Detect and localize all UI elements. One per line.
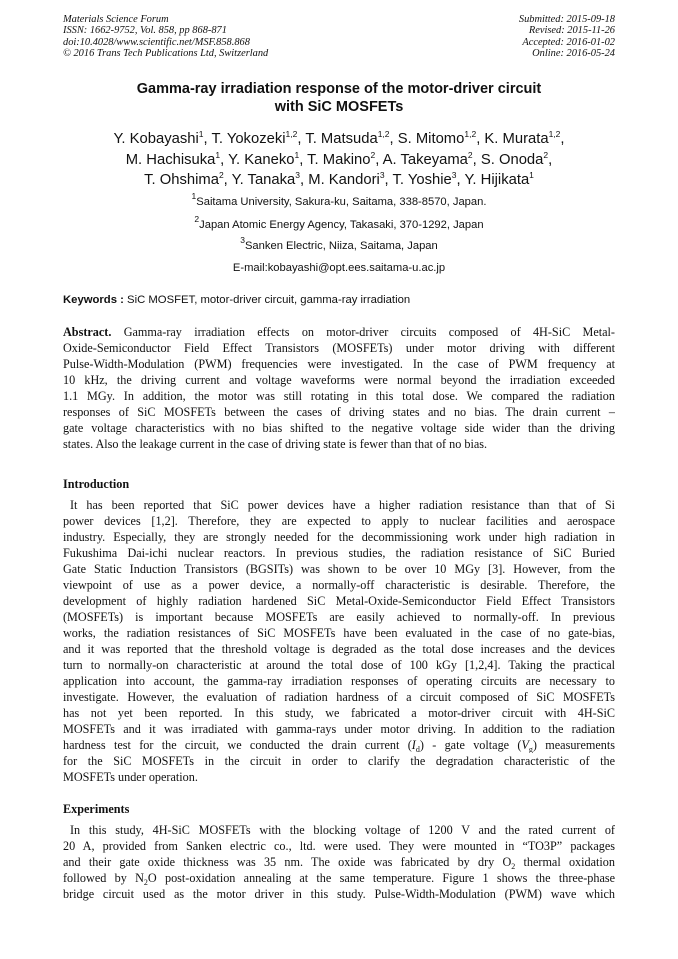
author-affiliation-mark: 3	[451, 170, 457, 180]
introduction-line: development of highly radiation hardened SiC Metal-Oxide-Semiconductor Field Effect Transistors	[63, 594, 615, 608]
abstract-label: Abstract.	[63, 325, 112, 339]
dates-info	[519, 14, 615, 60]
experiments-text: thermal oxidation	[515, 855, 615, 869]
affiliation-1	[40, 191, 638, 209]
author: S. Mitomo	[397, 131, 465, 147]
introduction-line: viewpoint of use as a power device, a normally-off characteristic is desirable. Therefore, the	[63, 578, 615, 592]
abstract-line	[63, 324, 615, 340]
author-affiliation-mark: 1,2	[377, 129, 390, 139]
introduction-line: and it was reported that the threshold voltage is degraded as the total dose increases and the devices	[63, 642, 615, 656]
introduction-line: Gate Static Induction Transistors (BGSITs) was shown to be over 10 MGy [3]. However, from the	[63, 562, 615, 576]
introduction-line: MOSFETs under operation.	[63, 770, 198, 784]
experiments-line	[63, 870, 615, 886]
keywords-text: SiC MOSFET, motor-driver circuit, gamma-ray irradiation	[123, 294, 411, 306]
author-line-3: T. Ohshima$^2$, Y. Tanaka$^3$, M. Kandori$^3$, T. Yoshie$^3$, Y. Hijikata$^1$	[144, 170, 534, 188]
revised-date: Revised: 2015-11-26	[528, 25, 615, 37]
introduction-line: It has been reported that SiC power devices have a higher radiation resistance than that of Si	[70, 498, 615, 512]
affiliation-3	[40, 235, 638, 253]
author-line-1: Y. Kobayashi$^1$, T. Yokozeki$^{1,2}$, T. Matsuda$^{1,2}$, S. Mitomo$^{1,2}$, K. Murata$^{1,2}$,	[113, 129, 565, 147]
author-affiliation-mark: 1	[215, 149, 221, 160]
abstract-line: states. Also the leakage current in the case of driving state is fewer than that of no bias.	[63, 437, 488, 451]
author: Y. Tanaka	[231, 172, 296, 188]
author-affiliation-mark: 2	[370, 149, 376, 160]
nitrogen-subscript: 2	[143, 878, 148, 886]
introduction-line: has not yet been reported. In this study, we fabricated a motor-driver circuit with 4H-SiC	[63, 706, 615, 720]
author: Y. Hijikata	[464, 172, 530, 188]
author-affiliation-mark: 2	[467, 149, 473, 160]
author: T. Matsuda	[305, 131, 378, 147]
abstract-text: Gamma-ray irradiation effects on motor-driver circuits composed of 4H-SiC Metal-	[111, 325, 615, 339]
issn-line: ISSN: 1662-9752, Vol. 858, pp 868-871	[63, 25, 227, 37]
experiments-text: followed by N	[63, 871, 144, 885]
author: Y. Kobayashi	[113, 131, 199, 147]
author: Y. Kaneko	[228, 151, 295, 168]
online-date: Online: 2016-05-24	[532, 48, 615, 60]
author-affiliation-mark: 1	[529, 170, 534, 180]
introduction-text: ) - gate voltage (	[419, 738, 522, 752]
author-affiliation-mark: 3	[379, 170, 385, 180]
author-affiliation-mark: 1,2	[548, 129, 561, 139]
introduction-line	[63, 737, 615, 753]
author-affiliation-mark: 1,2	[285, 129, 298, 139]
abstract-line: gate voltage characteristics with no bias shifted to the negative voltage side wider than the driving	[63, 421, 615, 435]
journal-info	[63, 14, 268, 60]
title-line-1: Gamma-ray irradiation response of the motor-driver circuit	[136, 81, 542, 97]
introduction-line: MOSFETs and it was irradiated with gamma-rays under motor driving. In addition to the radiation	[63, 722, 615, 736]
author-affiliation-mark: 1	[198, 129, 204, 139]
author: T. Yoshie	[392, 172, 452, 188]
introduction-text: ) measurements	[532, 738, 615, 752]
keywords-label: Keywords :	[63, 294, 124, 306]
experiments-heading: Experiments	[63, 802, 130, 816]
author-affiliation-mark: 2	[218, 170, 224, 180]
introduction-line: power devices [1,2]. Therefore, they are expected to apply to nuclear facilities and aerospace	[63, 514, 615, 528]
introduction-line: turn to normally-on characteristic at around the total dose of 100 kGy [1,2,4]. Taking the practical	[63, 658, 615, 672]
abstract-line: 1.1 MGy. In addition, the motor was still rotating in this total dose. We compared the radiation	[63, 389, 615, 403]
author-line-2: M. Hachisuka$^1$, Y. Kaneko$^1$, T. Makino$^2$, A. Takeyama$^2$, S. Onoda$^2$,	[125, 149, 553, 168]
contact-email[interactable]: E-mail:kobayashi@opt.ees.saitama-u.ac.jp	[232, 262, 446, 274]
author-list	[30, 129, 648, 191]
abstract-line: 10 kHz, the driving current and voltage waveforms were normal beyond the irradiation exceeded	[63, 373, 615, 387]
accepted-date: Accepted: 2016-01-02	[522, 36, 615, 48]
abstract-line: responses of SiC MOSFETs between the cases of driving states and no bias. The drain current –	[63, 405, 615, 419]
affiliation-text: Japan Atomic Energy Agency, Takasaki, 370-1292, Japan	[199, 219, 484, 231]
title-line-2: with SiC MOSFETs	[274, 99, 404, 115]
introduction-line: Fukushima Dai-ichi nuclear reactors. In previous studies, the radiation resistance of SiC Buried	[63, 546, 615, 560]
author: A. Takeyama	[382, 151, 468, 168]
author: M. Kandori	[308, 172, 380, 188]
author-affiliation-mark: 1,2	[464, 129, 477, 139]
introduction-heading: Introduction	[63, 477, 130, 491]
introduction-line: application into account, the gamma-ray irradiation responses of operating circuits are necessary to	[63, 674, 615, 688]
drain-current-symbol: I	[411, 738, 416, 752]
keywords	[63, 293, 410, 307]
introduction-line: (MOSFETs) is important because MOSFETs are easily achieved to normally-off. In previous	[63, 610, 615, 624]
author-affiliation-mark: 2	[543, 149, 549, 160]
introduction-section	[63, 497, 615, 785]
experiments-line: 20 A, provided from Sanken electric co., ltd. were used. They were mounted in “TO3P” packages	[63, 839, 615, 853]
doi-line: doi:10.4028/www.scientific.net/MSF.858.868	[63, 36, 250, 48]
abstract-line: Oxide-Semiconductor Field Effect Transistors (MOSFETs) under motor driving with different	[63, 341, 615, 355]
journal-name: Materials Science Forum	[63, 14, 169, 25]
author: T. Makino	[307, 151, 371, 168]
introduction-line: for the SiC MOSFETs in the circuit in order to clarify the degradation characteristic of the	[63, 754, 615, 768]
experiments-text: and their gate oxide thickness was 35 nm. The oxide was fabricated by dry O	[63, 855, 512, 869]
oxygen-subscript: 2	[511, 862, 516, 870]
gate-voltage-subscript: g	[528, 745, 533, 753]
experiments-section	[63, 822, 615, 902]
experiments-line: In this study, 4H-SiC MOSFETs with the blocking voltage of 1200 V and the rated current of	[70, 823, 615, 837]
author: S. Onoda	[480, 151, 544, 168]
author: K. Murata	[484, 131, 549, 147]
abstract	[63, 324, 615, 452]
drain-current-subscript: d	[415, 745, 420, 753]
introduction-line: works, the radiation resistances of SiC MOSFETs have been evaluated in the case of no gate-bias,	[63, 626, 615, 640]
affiliation-mark: 3	[240, 235, 245, 245]
experiments-line	[63, 854, 615, 870]
copyright-line: © 2016 Trans Tech Publications Ltd, Switzerland	[63, 48, 269, 60]
paper-title	[40, 80, 638, 116]
author-affiliation-mark: 3	[295, 170, 301, 180]
affiliation-text: Sanken Electric, Niiza, Saitama, Japan	[244, 240, 438, 252]
abstract-line: Pulse-Width-Modulation (PWM) frequencies were investigated. In the case of PWM frequency at	[63, 357, 615, 371]
affiliation-mark: 2	[194, 214, 200, 224]
introduction-line: investigate. However, the evaluation of radiation hardness of a circuit composed of SiC MOSFETs	[63, 690, 615, 704]
author: T. Yokozeki	[211, 131, 286, 147]
introduction-text: hardness test for the circuit, we conducted the drain current (	[63, 738, 412, 752]
affiliation-2	[40, 214, 638, 232]
author-affiliation-mark: 1	[294, 149, 300, 160]
experiments-line: bridge circuit used as the motor driver in this study. Pulse-Width-Modulation (PWM) wave which	[63, 887, 615, 901]
affiliation-text: Saitama University, Sakura-ku, Saitama, 338-8570, Japan.	[196, 196, 487, 208]
author: M. Hachisuka	[125, 151, 216, 168]
affiliation-mark: 1	[191, 191, 197, 201]
experiments-text: O post-oxidation annealing at the same temperature. Figure 1 shows the three-phase	[147, 871, 615, 885]
author: T. Ohshima	[144, 172, 219, 188]
submitted-date: Submitted: 2015-09-18	[518, 14, 615, 25]
gate-voltage-symbol: V	[521, 738, 529, 752]
introduction-line: industry. Especially, they are strongly needed for the decommissioning work under high radiation in	[63, 530, 615, 544]
